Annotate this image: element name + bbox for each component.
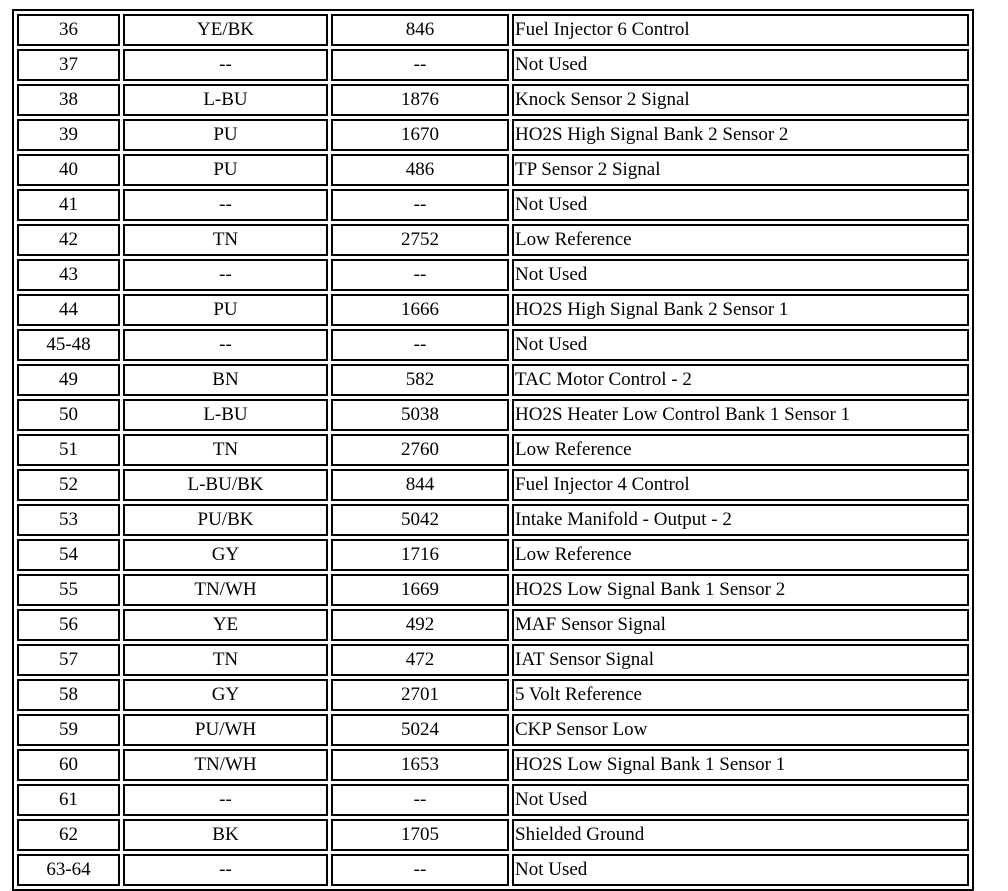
pin-number-cell: 52 xyxy=(17,469,120,501)
wire-color-cell: L-BU xyxy=(123,84,328,116)
pin-number-cell: 57 xyxy=(17,644,120,676)
circuit-number-cell: -- xyxy=(331,49,509,81)
circuit-number-cell: 1716 xyxy=(331,539,509,571)
table-row xyxy=(17,399,969,431)
pin-number-cell: 45-48 xyxy=(17,329,120,361)
table-row xyxy=(17,224,969,256)
wire-color-cell: PU/BK xyxy=(123,504,328,536)
pin-number-cell: 63-64 xyxy=(17,854,120,886)
wire-color-cell: TN/WH xyxy=(123,574,328,606)
table-row xyxy=(17,784,969,816)
circuit-number-cell: -- xyxy=(331,259,509,291)
pin-number-cell: 42 xyxy=(17,224,120,256)
circuit-number-cell: 486 xyxy=(331,154,509,186)
pin-number-cell: 55 xyxy=(17,574,120,606)
circuit-number-cell: -- xyxy=(331,189,509,221)
circuit-number-cell: 1705 xyxy=(331,819,509,851)
circuit-number-cell: 846 xyxy=(331,14,509,46)
pin-function-cell: HO2S Low Signal Bank 1 Sensor 1 xyxy=(512,749,969,781)
pin-number-cell: 43 xyxy=(17,259,120,291)
pin-function-cell: HO2S Low Signal Bank 1 Sensor 2 xyxy=(512,574,969,606)
wire-color-cell: BN xyxy=(123,364,328,396)
pin-number-cell: 56 xyxy=(17,609,120,641)
circuit-number-cell: 5042 xyxy=(331,504,509,536)
table-row xyxy=(17,714,969,746)
pin-function-cell: Not Used xyxy=(512,49,969,81)
table-row xyxy=(17,644,969,676)
pin-function-cell: Fuel Injector 6 Control xyxy=(512,14,969,46)
wire-color-cell: -- xyxy=(123,189,328,221)
pin-number-cell: 54 xyxy=(17,539,120,571)
wire-color-cell: BK xyxy=(123,819,328,851)
circuit-number-cell: 844 xyxy=(331,469,509,501)
pin-number-cell: 59 xyxy=(17,714,120,746)
wire-color-cell: -- xyxy=(123,259,328,291)
pin-number-cell: 44 xyxy=(17,294,120,326)
wire-color-cell: TN xyxy=(123,434,328,466)
pin-function-cell: Low Reference xyxy=(512,224,969,256)
pin-function-cell: TAC Motor Control - 2 xyxy=(512,364,969,396)
pin-function-cell: Not Used xyxy=(512,189,969,221)
pin-function-cell: Not Used xyxy=(512,854,969,886)
pin-function-cell: 5 Volt Reference xyxy=(512,679,969,711)
pin-function-cell: Not Used xyxy=(512,259,969,291)
pin-number-cell: 62 xyxy=(17,819,120,851)
table-row xyxy=(17,84,969,116)
pin-number-cell: 41 xyxy=(17,189,120,221)
circuit-number-cell: 1666 xyxy=(331,294,509,326)
pin-number-cell: 49 xyxy=(17,364,120,396)
pin-function-cell: CKP Sensor Low xyxy=(512,714,969,746)
pin-number-cell: 60 xyxy=(17,749,120,781)
wire-color-cell: PU/WH xyxy=(123,714,328,746)
wire-color-cell: TN/WH xyxy=(123,749,328,781)
pin-function-cell: TP Sensor 2 Signal xyxy=(512,154,969,186)
circuit-number-cell: 1876 xyxy=(331,84,509,116)
table-row xyxy=(17,854,969,886)
table-row xyxy=(17,259,969,291)
pin-function-cell: Not Used xyxy=(512,784,969,816)
table-row xyxy=(17,469,969,501)
table-row xyxy=(17,14,969,46)
wire-color-cell: PU xyxy=(123,119,328,151)
table-row xyxy=(17,119,969,151)
circuit-number-cell: 2752 xyxy=(331,224,509,256)
table-row xyxy=(17,294,969,326)
circuit-number-cell: 2760 xyxy=(331,434,509,466)
pin-number-cell: 53 xyxy=(17,504,120,536)
table-row xyxy=(17,819,969,851)
pin-number-cell: 51 xyxy=(17,434,120,466)
wire-color-cell: TN xyxy=(123,224,328,256)
wire-color-cell: L-BU xyxy=(123,399,328,431)
wire-color-cell: -- xyxy=(123,784,328,816)
circuit-number-cell: 1653 xyxy=(331,749,509,781)
pin-function-cell: IAT Sensor Signal xyxy=(512,644,969,676)
wire-color-cell: PU xyxy=(123,294,328,326)
pin-function-cell: Fuel Injector 4 Control xyxy=(512,469,969,501)
wire-color-cell: YE/BK xyxy=(123,14,328,46)
wire-color-cell: TN xyxy=(123,644,328,676)
table-row xyxy=(17,539,969,571)
wire-color-cell: GY xyxy=(123,539,328,571)
pin-function-cell: HO2S High Signal Bank 2 Sensor 1 xyxy=(512,294,969,326)
wire-color-cell: -- xyxy=(123,854,328,886)
circuit-number-cell: 582 xyxy=(331,364,509,396)
table-row xyxy=(17,364,969,396)
circuit-number-cell: -- xyxy=(331,329,509,361)
table-row xyxy=(17,679,969,711)
circuit-number-cell: 2701 xyxy=(331,679,509,711)
pin-function-cell: Shielded Ground xyxy=(512,819,969,851)
table-row xyxy=(17,749,969,781)
circuit-number-cell: -- xyxy=(331,784,509,816)
pin-function-cell: Intake Manifold - Output - 2 xyxy=(512,504,969,536)
pin-function-cell: HO2S High Signal Bank 2 Sensor 2 xyxy=(512,119,969,151)
wire-color-cell: L-BU/BK xyxy=(123,469,328,501)
table-row xyxy=(17,434,969,466)
table-row xyxy=(17,609,969,641)
pin-number-cell: 36 xyxy=(17,14,120,46)
pin-number-cell: 50 xyxy=(17,399,120,431)
table-row xyxy=(17,154,969,186)
wire-color-cell: GY xyxy=(123,679,328,711)
pin-number-cell: 40 xyxy=(17,154,120,186)
pinout-rows xyxy=(17,14,969,886)
table-row xyxy=(17,504,969,536)
table-row xyxy=(17,49,969,81)
table-row xyxy=(17,329,969,361)
pin-number-cell: 58 xyxy=(17,679,120,711)
pin-function-cell: Low Reference xyxy=(512,434,969,466)
pin-function-cell: Knock Sensor 2 Signal xyxy=(512,84,969,116)
pin-number-cell: 37 xyxy=(17,49,120,81)
pin-function-cell: MAF Sensor Signal xyxy=(512,609,969,641)
circuit-number-cell: 5024 xyxy=(331,714,509,746)
table-row xyxy=(17,189,969,221)
circuit-number-cell: 1669 xyxy=(331,574,509,606)
circuit-number-cell: 5038 xyxy=(331,399,509,431)
pin-number-cell: 61 xyxy=(17,784,120,816)
pin-function-cell: Not Used xyxy=(512,329,969,361)
connector-pinout-table xyxy=(12,9,974,891)
circuit-number-cell: 472 xyxy=(331,644,509,676)
pin-function-cell: HO2S Heater Low Control Bank 1 Sensor 1 xyxy=(512,399,969,431)
pin-number-cell: 38 xyxy=(17,84,120,116)
pin-function-cell: Low Reference xyxy=(512,539,969,571)
pin-number-cell: 39 xyxy=(17,119,120,151)
circuit-number-cell: 492 xyxy=(331,609,509,641)
wire-color-cell: -- xyxy=(123,329,328,361)
wire-color-cell: YE xyxy=(123,609,328,641)
circuit-number-cell: -- xyxy=(331,854,509,886)
circuit-number-cell: 1670 xyxy=(331,119,509,151)
table-row xyxy=(17,574,969,606)
wire-color-cell: PU xyxy=(123,154,328,186)
wire-color-cell: -- xyxy=(123,49,328,81)
